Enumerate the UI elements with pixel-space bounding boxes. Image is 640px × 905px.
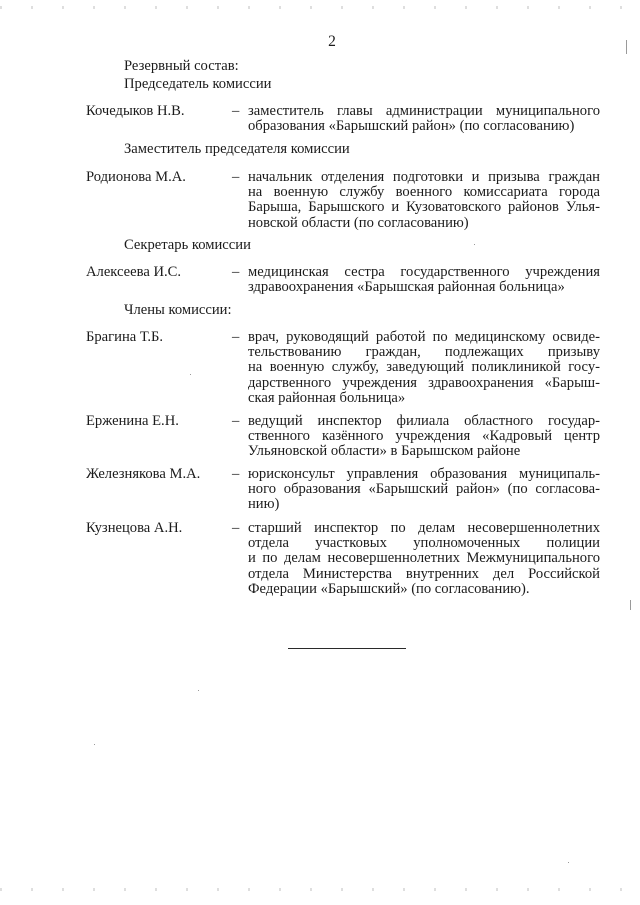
- member-name: Кузнецова А.Н.: [86, 520, 183, 536]
- description-line: юрисконсульт управления образования муниципаль-: [248, 466, 600, 482]
- description-line: отдела Министерства внутренних дел Российской: [248, 565, 600, 582]
- description-line: Барыша, Барышского и Кузоватовского районов Улья-: [248, 199, 600, 216]
- scan-speck: [198, 690, 199, 691]
- description-line: старший инспектор по делам несовершеннолетних: [248, 520, 600, 536]
- member-description: [248, 330, 600, 406]
- description-line: врач, руководящий работой по медицинскому освиде-: [248, 329, 600, 345]
- description-line: тельствованию граждан, подлежащих призыву: [248, 344, 600, 361]
- description-line: на военную службу, заведующий поликлиникой госу-: [248, 359, 600, 376]
- scan-speck: [190, 374, 191, 375]
- member-name: Железнякова М.А.: [86, 466, 201, 482]
- member-dash: –: [232, 413, 240, 429]
- member-name: Брагина Т.Б.: [86, 329, 164, 345]
- member-name: Родионова М.А.: [86, 169, 186, 185]
- member-dash: –: [232, 520, 240, 536]
- description-line: здравоохранения «Барышская районная больница»: [248, 279, 565, 296]
- member-name: Ерженина Е.Н.: [86, 413, 179, 429]
- member-name: Кочедыков Н.В.: [86, 103, 185, 119]
- scan-edge-top: [0, 6, 640, 9]
- description-line: медицинская сестра государственного учреждения: [248, 264, 600, 280]
- description-line: ного образования «Барышский район» (по согласова-: [248, 481, 600, 498]
- member-description: [248, 414, 600, 460]
- member-description: [248, 170, 600, 231]
- section-heading-deputy: Заместитель председателя комиссии: [124, 141, 350, 157]
- member-dash: –: [232, 329, 240, 345]
- description-line: Федерации «Барышский» (по согласованию).: [248, 580, 530, 597]
- member-dash: –: [232, 264, 240, 280]
- member-description: [248, 265, 600, 295]
- description-line: дарственного учреждения здравоохранения «Барыш-: [248, 374, 600, 391]
- description-line: нию): [248, 496, 280, 513]
- description-line: отдела участковых уполномоченных полиции: [248, 535, 600, 552]
- scan-speck: [568, 862, 569, 863]
- description-line: начальник отделения подготовки и призыва граждан: [248, 169, 600, 185]
- scan-speck: [474, 244, 475, 245]
- description-line: Ульяновской области» в Барышском районе: [248, 443, 521, 460]
- member-dash: –: [232, 466, 240, 482]
- reserve-heading: Резервный состав:: [124, 58, 239, 74]
- closing-rule: [288, 648, 406, 649]
- member-dash: –: [232, 169, 240, 185]
- description-line: новской области (по согласованию): [248, 214, 469, 231]
- description-line: ственного казённого учреждения «Кадровый центр: [248, 428, 600, 445]
- section-heading-secretary: Секретарь комиссии: [124, 237, 251, 253]
- member-description: [248, 521, 600, 597]
- scan-edge-bottom: [0, 888, 640, 891]
- description-line: на военную службу военного комиссариата города: [248, 184, 600, 201]
- section-heading-members: Члены комиссии:: [124, 302, 232, 318]
- description-line: и по делам несовершеннолетних Межмуниципального: [248, 550, 600, 567]
- scan-speck: [630, 600, 631, 610]
- description-line: заместитель главы администрации муниципального: [248, 103, 600, 119]
- scan-speck: [94, 744, 95, 745]
- page-number: 2: [328, 33, 336, 50]
- member-description: [248, 104, 600, 134]
- section-heading-chairman: Председатель комиссии: [124, 76, 272, 92]
- description-line: ская районная больница»: [248, 389, 406, 406]
- member-description: [248, 467, 600, 513]
- description-line: ведущий инспектор филиала областного государ-: [248, 413, 600, 429]
- description-line: образования «Барышский район» (по согласованию): [248, 118, 575, 135]
- member-dash: –: [232, 103, 240, 119]
- member-name: Алексеева И.С.: [86, 264, 182, 280]
